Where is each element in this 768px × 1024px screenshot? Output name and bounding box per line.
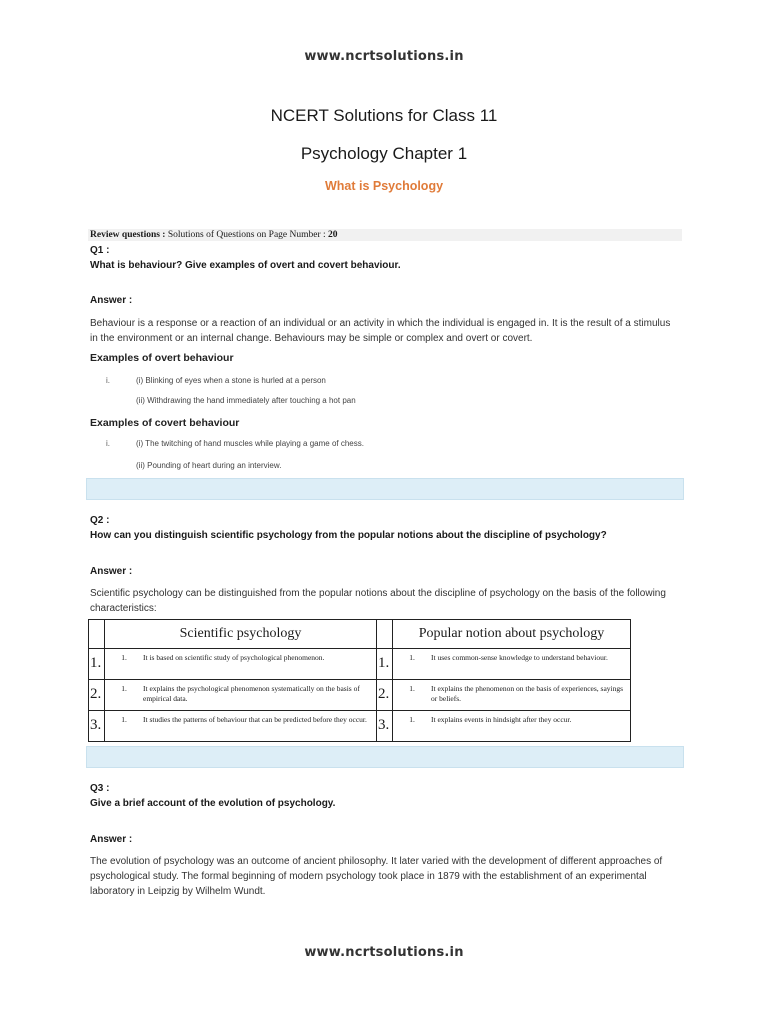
cell-text: It explains events in hindsight after they occur. [431,715,572,724]
cell-list-number: 1. [121,715,127,724]
q1-question: What is behaviour? Give examples of overt and covert behaviour. [90,260,401,271]
q3-answer-line-3: laboratory in Leipzig by Wilhelm Wundt. [90,886,266,897]
document-title: NCERT Solutions for Class 11 [270,106,498,125]
section-divider-band [86,746,684,768]
row-number: 3. [89,711,105,742]
q1-answer-line-1: Behaviour is a response or a reaction of an individual or an activity in which the individual is engaged in. It is the result of a stimulus [90,318,671,329]
review-page-number: 20 [328,230,338,240]
scientific-cell [105,711,377,742]
table-header-blank [377,620,393,649]
cell-list-number: 1. [409,715,415,724]
header-scientific-psychology: Scientific psychology [105,620,377,649]
chapter-name: What is Psychology [324,179,444,193]
row-number: 3. [377,711,393,742]
overt-item-1: (i) Blinking of eyes when a stone is hurled at a person [136,376,326,385]
row-number: 2. [377,680,393,711]
cell-text: It studies the patterns of behaviour that can be predicted before they occur. [143,715,367,724]
cell-text: It explains the psychological phenomenon systematically on the basis of empirical data. [143,684,360,703]
site-url-header[interactable]: www.ncrtsolutions.in [304,49,464,64]
row-number: 2. [89,680,105,711]
covert-heading: Examples of covert behaviour [90,417,240,429]
table-header-blank [89,620,105,649]
q2-question: How can you distinguish scientific psychology from the popular notions about the discipline of psychology? [90,530,607,541]
chapter-title: Psychology Chapter 1 [300,144,468,163]
cell-text: It uses common-sense knowledge to understand behaviour. [431,653,608,662]
comparison-table [88,619,631,742]
cell-list-number: 1. [409,684,415,693]
q2-answer-line-1: Scientific psychology can be distinguished from the popular notions about the discipline of psychology on the basis of the following [90,588,666,599]
q3-answer-line-2: psychological study. The formal beginning of modern psychology took place in 1879 with the establishment of an experimental [90,871,647,882]
popular-cell [393,680,631,711]
q3-answer-line-1: The evolution of psychology was an outcome of ancient philosophy. It later varied with the development of different approaches of [90,856,663,867]
review-text: Solutions of Questions on Page Number : [167,230,326,240]
review-label: Review questions : [90,230,166,240]
overt-heading: Examples of overt behaviour [90,352,234,364]
header-popular-notion: Popular notion about psychology [393,620,631,649]
q1-number: Q1 : [90,245,110,256]
section-divider-band [86,478,684,500]
table-row [89,711,631,742]
cell-list-number: 1. [121,684,127,693]
table-header-row [89,620,631,649]
covert-item-2: (ii) Pounding of heart during an interview. [136,461,282,470]
overt-item-2: (ii) Withdrawing the hand immediately after touching a hot pan [136,396,356,405]
site-url-footer[interactable]: www.ncrtsolutions.in [304,945,464,960]
scientific-cell [105,649,377,680]
q2-answer-label: Answer : [90,566,133,577]
popular-cell [393,711,631,742]
covert-list-marker: i. [106,439,110,448]
overt-list-marker: i. [106,376,110,385]
cell-text: It is based on scientific study of psychological phenomenon. [143,653,325,662]
cell-text: It explains the phenomenon on the basis of experiences, sayings or beliefs. [431,684,624,703]
q1-answer-label: Answer : [90,295,133,306]
cell-list-number: 1. [121,653,127,662]
q3-answer-label: Answer : [90,834,133,845]
q2-number: Q2 : [90,515,110,526]
q3-number: Q3 : [90,783,110,794]
q3-question: Give a brief account of the evolution of psychology. [90,798,336,809]
row-number: 1. [377,649,393,680]
cell-list-number: 1. [409,653,415,662]
q1-answer-line-2: in the environment or an internal change. Behaviours may be simple or complex and overt or covert. [90,333,533,344]
row-number: 1. [89,649,105,680]
popular-cell [393,649,631,680]
review-questions-bar [88,229,682,241]
scientific-cell [105,680,377,711]
covert-item-1: (i) The twitching of hand muscles while playing a game of chess. [136,439,364,448]
q2-answer-line-2: characteristics: [90,603,157,614]
table-row [89,680,631,711]
table-row [89,649,631,680]
